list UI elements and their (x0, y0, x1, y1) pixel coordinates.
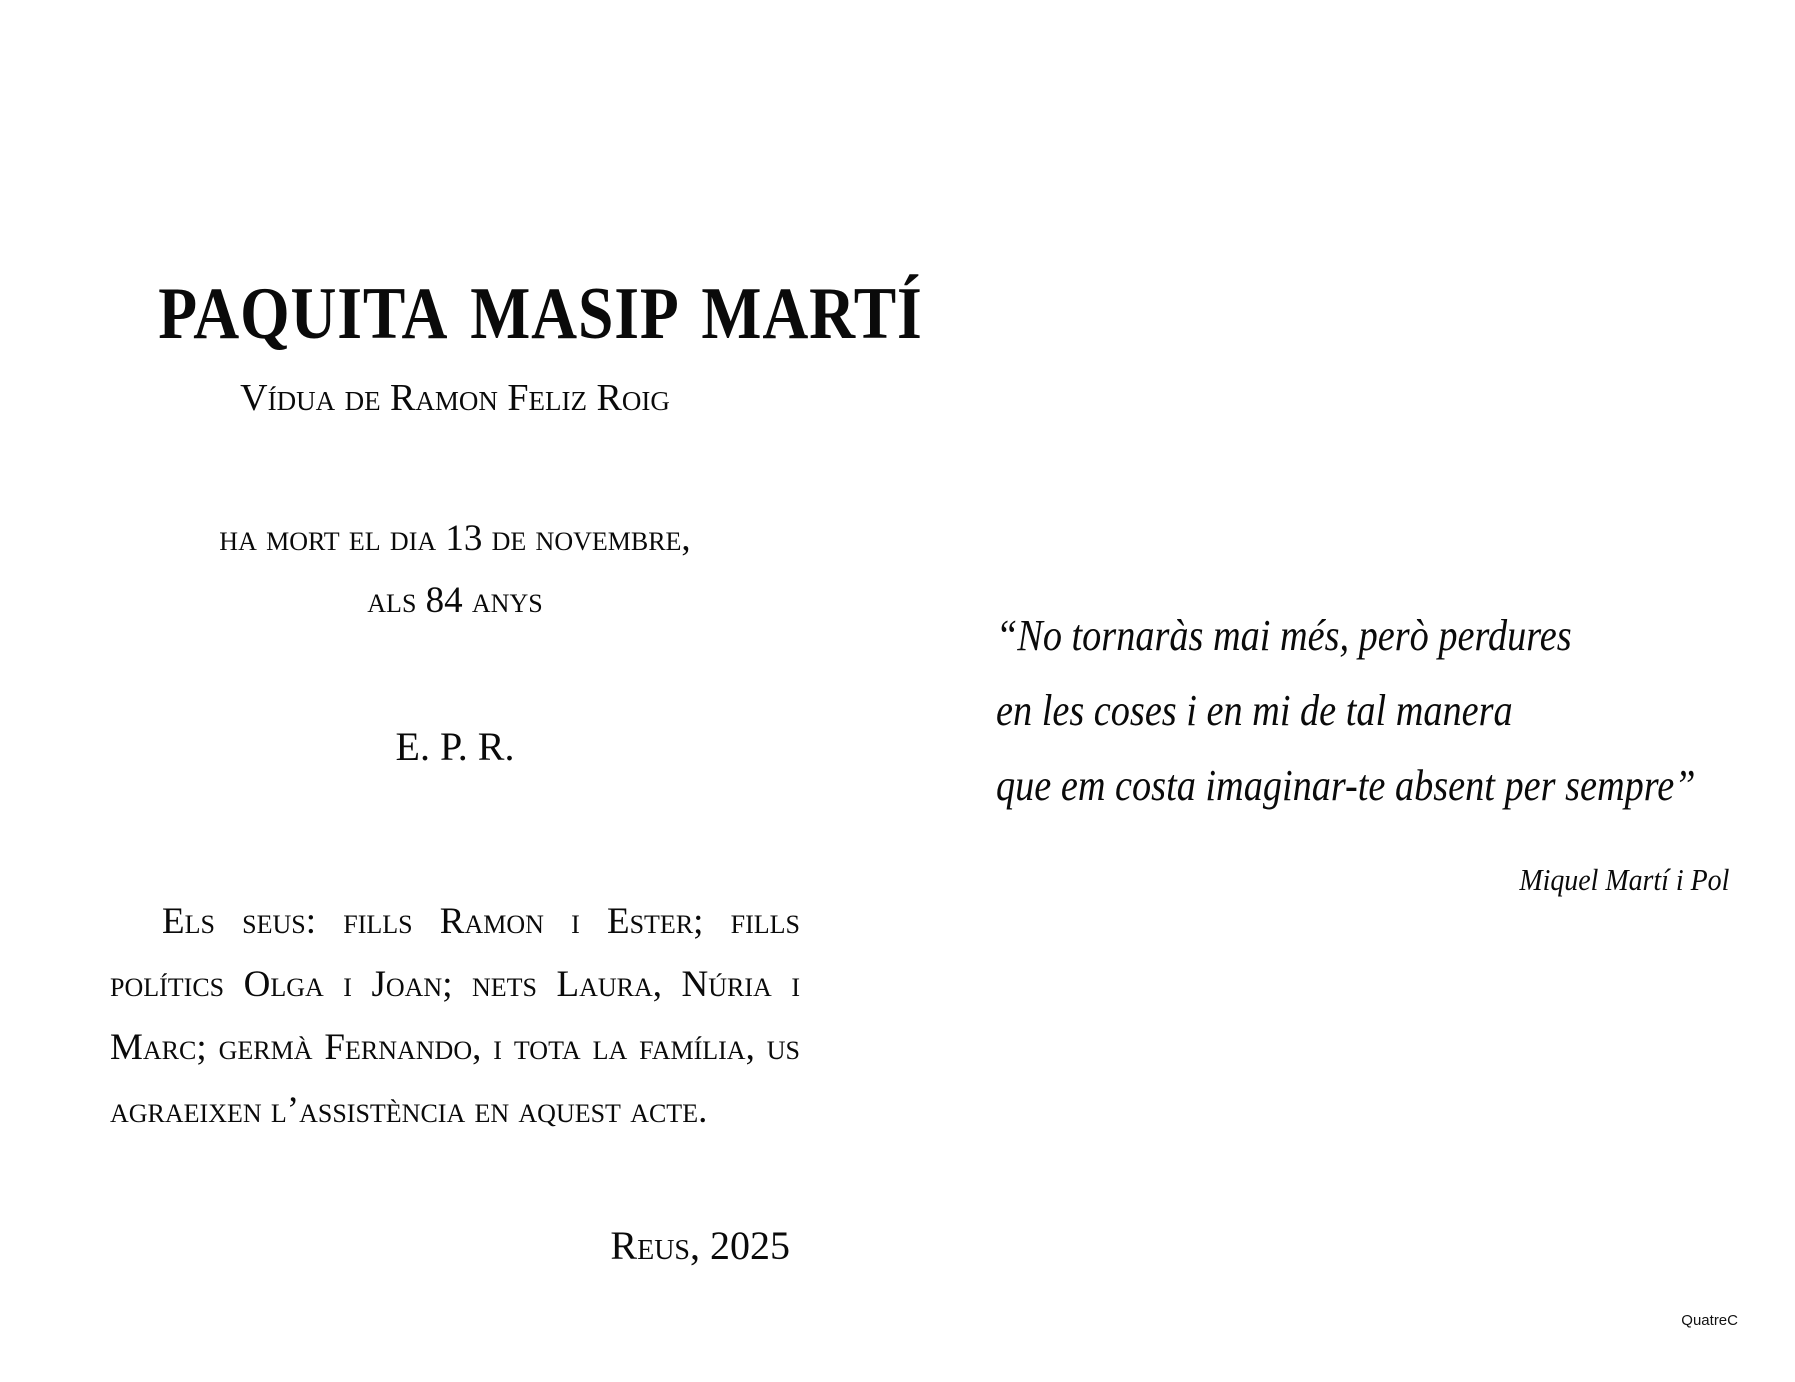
printer-brand: QuatreC (1681, 1312, 1738, 1329)
death-date-line: ha mort el dia 13 de novembre, (219, 518, 691, 559)
death-notice (110, 508, 800, 632)
age-line: als 84 anys (367, 580, 543, 621)
epr-line: E. P. R. (395, 724, 515, 769)
obituary-right-panel (900, 0, 1795, 1382)
deceased-name: PAQUITA MASIP MARTÍ (158, 273, 923, 355)
quote-line-2: en les coses i en mi de tal manera (996, 686, 1513, 735)
widow-of-line: Vídua de Ramon Feliz Roig (240, 377, 670, 419)
quote-line-1: “No tornaràs mai més, però perdures (996, 611, 1572, 660)
family-acknowledgement: Els seus: fills Ramon i Ester; fills polítics Olga i Joan; nets Laura, Núria i Marc; germà Fernando, i tota la família, us agraeixen l’assistència en aquest acte. (110, 901, 800, 1131)
quote-author: Miquel Martí i Pol (1518, 862, 1729, 897)
quote-line-3: que em costa imaginar-te absent per sempre” (996, 761, 1696, 810)
poem-quote (996, 598, 1696, 823)
place-and-year: Reus, 2025 (610, 1223, 790, 1268)
